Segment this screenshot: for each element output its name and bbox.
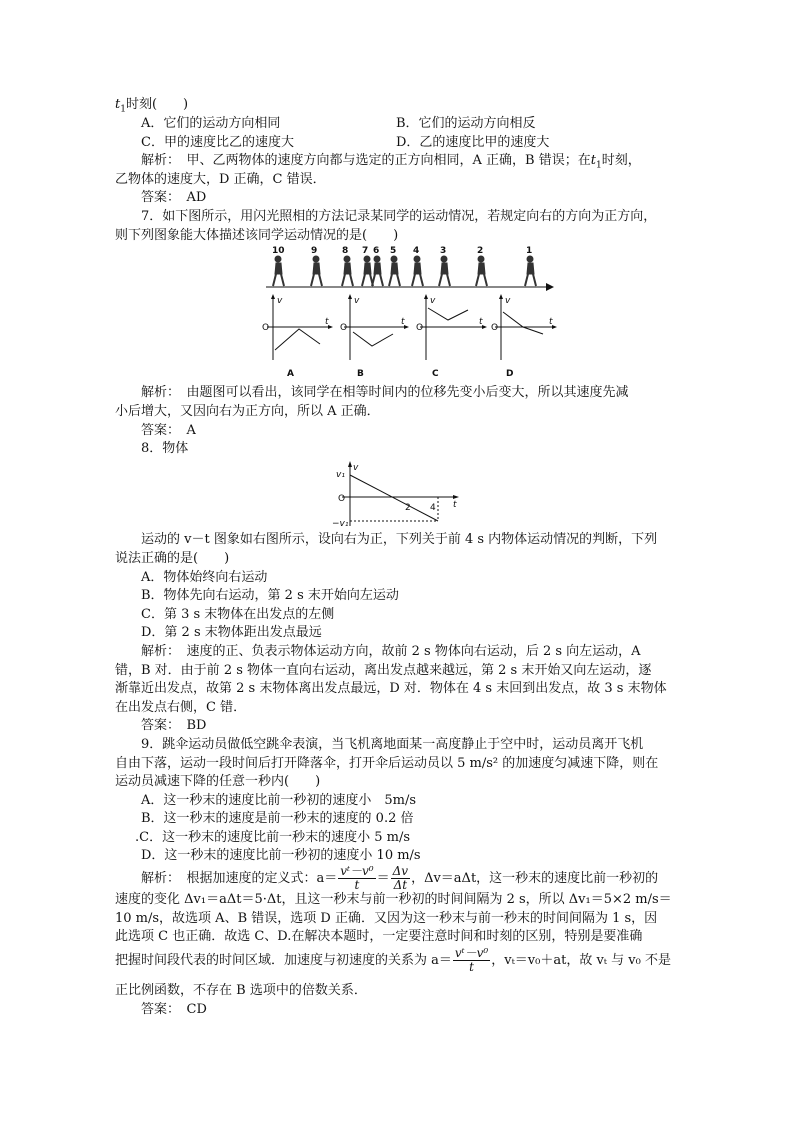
graph-c (416, 294, 487, 379)
walking-person-icon (476, 256, 487, 286)
walking-person-icon (311, 256, 322, 286)
q8-analysis-line3: 渐靠近出发点，故第 2 s 末物体离出发点最远，D 对．物体在 4 s 末回到出发点，故 3 s 末物体 (115, 681, 667, 696)
svg-text:v: v (505, 296, 511, 306)
q7-flash-photo-strip (262, 243, 556, 295)
walking-person-icon (412, 256, 423, 286)
q6-answer: 答案： AD (141, 190, 207, 205)
walking-person-icon (342, 256, 353, 286)
q9-stem-line3: 运动员减速下降的任意一秒内( ) (115, 774, 321, 789)
q8-stem-line2: 说法正确的是( ) (115, 551, 230, 566)
fraction: $\frac{\Delta v}{\Delta t}$ (392, 864, 409, 892)
svg-text:v: v (277, 296, 283, 306)
frame-number: 5 (390, 246, 397, 256)
svg-text:4: 4 (430, 503, 436, 513)
svg-text:O: O (338, 494, 346, 504)
walking-person-icon (389, 256, 400, 286)
svg-text:v: v (354, 296, 360, 306)
svg-text:t: t (453, 500, 457, 510)
frame-number: 10 (272, 246, 285, 256)
svg-text:B: B (357, 369, 364, 379)
q8-analysis-line4: 在出发点右侧，C 错． (115, 700, 247, 715)
walking-person-icon (372, 256, 383, 286)
svg-text:O: O (491, 323, 499, 333)
q9-analysis-line3: 10 m/s，故选项 A、B 错误，选项 D 正确．又因为这一秒末与前一秒末的时间间隔为 1 s，因 (115, 911, 658, 926)
q6-analysis-line1: 解析： 甲、乙两物体的速度方向都与选定的正方向相同，A 正确，B 错误；在$t_1$时刻， (141, 153, 641, 171)
frame-number: 1 (526, 246, 533, 256)
q9-answer: 答案： CD (141, 1002, 207, 1017)
walking-person-icon (362, 256, 373, 286)
q8-option-d: D．第 2 s 末物体距出发点最远 (141, 625, 322, 640)
frame-number: 9 (311, 246, 318, 256)
q7-analysis-line2: 小后增大，又因向右为正方向，所以 A 正确． (115, 404, 380, 419)
svg-text:v: v (353, 463, 359, 473)
q8-answer: 答案： BD (141, 718, 207, 733)
q9-stem-line2: 自由下落，运动一段时间后打开降落伞，打开伞后运动员以 5 m/s² 的加速度匀减速下降，则在 (115, 756, 659, 771)
svg-text:v: v (430, 296, 436, 306)
graph-b (340, 294, 409, 379)
svg-text:v₁: v₁ (336, 470, 345, 480)
q8-option-b: B．物体先向右运动，第 2 s 末开始向左运动 (141, 588, 399, 603)
q7-answer: 答案： A (141, 423, 196, 438)
q6-stem-tail: $t_1$时刻( ) (115, 97, 189, 115)
q9-option-d: D．这一秒末的速度比前一秒初的速度小 10 m/s (141, 848, 421, 863)
q7-vt-graphs (262, 294, 562, 380)
q9-analysis-line6: 正比例函数，不存在 B 选项中的倍数关系． (115, 983, 367, 998)
frame-number: 3 (440, 246, 447, 256)
svg-text:t: t (401, 317, 405, 327)
svg-text:−v₁: −v₁ (332, 519, 349, 528)
svg-text:t: t (549, 317, 553, 327)
q8-stem-start: 8．物体 (141, 441, 189, 456)
svg-text:t: t (479, 317, 483, 327)
q6-option-b: B．它们的运动方向相反 (396, 116, 536, 131)
q9-analysis-line2: 速度的变化 Δv₁＝aΔt＝5·Δt，且这一秒末与前一秒初的时间间隔为 2 s，所以 Δv₁＝5×2 m/s＝ (115, 892, 672, 907)
q8-option-c: C．第 3 s 末物体在出发点的左侧 (141, 607, 335, 622)
frame-number: 6 (373, 246, 380, 256)
walking-person-icon (439, 256, 450, 286)
svg-text:O: O (340, 323, 348, 333)
q7-stem-line1: 7．如下图所示，用闪光照相的方法记录某同学的运动情况，若规定向右的方向为正方向， (141, 209, 657, 224)
frame-number: 8 (342, 246, 349, 256)
q9-analysis-line5: 把握时间段代表的时间区域．加速度与初速度的关系为 a＝ $\frac{\text{vᵗ－v⁰}}{t}$ ，vₜ＝v₀＋at，故 vₜ 与 v₀ 不是 (115, 946, 671, 974)
svg-text:C: C (432, 369, 439, 379)
q8-option-a: A．物体始终向右运动 (141, 570, 268, 585)
q9-option-b: B．这一秒末的速度是前一秒末的速度的 0.2 倍 (141, 811, 414, 826)
q8-analysis-line2: 错，B 对．由于前 2 s 物体一直向右运动，离出发点越来越远，第 2 s 末开始又向左运动，逐 (115, 663, 652, 678)
q9-option-a: A．这一秒末的速度比前一秒初的速度小 5m/s (141, 793, 417, 808)
q8-vt-graph (332, 460, 462, 528)
graph-a (262, 294, 333, 379)
q7-analysis-line1: 解析： 由题图可以看出，该同学在相等时间内的位移先变小后变大，所以其速度先减 (141, 385, 629, 400)
q9-analysis-line4: 此选项 C 也正确．故选 C、D.在解决本题时，一定要注意时间和时刻的区别，特别是要准确 (115, 929, 643, 944)
q6-analysis-line2: 乙物体的速度大，D 正确，C 错误． (115, 172, 326, 187)
q6-option-a: A．它们的运动方向相同 (141, 116, 281, 131)
q7-stem-line2: 则下列图象能大体描述该同学运动情况的是( ) (115, 228, 399, 243)
svg-text:A: A (287, 369, 294, 379)
frame-number: 2 (477, 246, 484, 256)
svg-text:t: t (325, 317, 329, 327)
fraction: $\frac{\text{vᵗ－v⁰}}{t}$ (454, 946, 489, 974)
q8-stem-line1: 运动的 v－t 图象如右图所示，设向右为正，下列关于前 4 s 内物体运动情况的判断，下列 (141, 532, 658, 547)
fraction: $\frac{\text{vᵗ－v⁰}}{t}$ (340, 864, 374, 892)
graph-d (491, 294, 557, 379)
walking-person-icon (525, 256, 536, 286)
q9-option-c: .C．这一秒末的速度比前一秒末的速度小 5 m/s (135, 830, 410, 845)
q8-analysis-line1: 解析： 速度的正、负表示物体运动方向，故前 2 s 物体向右运动，后 2 s 向左运动，A (141, 644, 641, 659)
svg-text:O: O (262, 323, 270, 333)
q6-option-c: C．甲的速度比乙的速度大 (141, 135, 294, 150)
svg-text:D: D (506, 369, 514, 379)
q9-stem-line1: 9．跳伞运动员做低空跳伞表演，当飞机离地面某一高度静止于空中时，运动员离开飞机 (141, 737, 644, 752)
walking-person-icon (273, 256, 284, 286)
arrow-head-icon (546, 283, 554, 291)
svg-text:O: O (416, 323, 424, 333)
frame-number: 4 (413, 246, 420, 256)
frame-number: 7 (362, 246, 369, 256)
q6-option-d: D．乙的速度比甲的速度大 (396, 135, 550, 150)
q9-analysis-line1: 解析： 根据加速度的定义式：a＝ $\frac{\text{vᵗ－v⁰}}{t}$ ＝ $\frac{\Delta v}{\Delta t}$ ，Δv＝aΔt，这一秒末的速度比前一秒初的 (141, 864, 659, 892)
svg-text:2: 2 (405, 503, 411, 513)
